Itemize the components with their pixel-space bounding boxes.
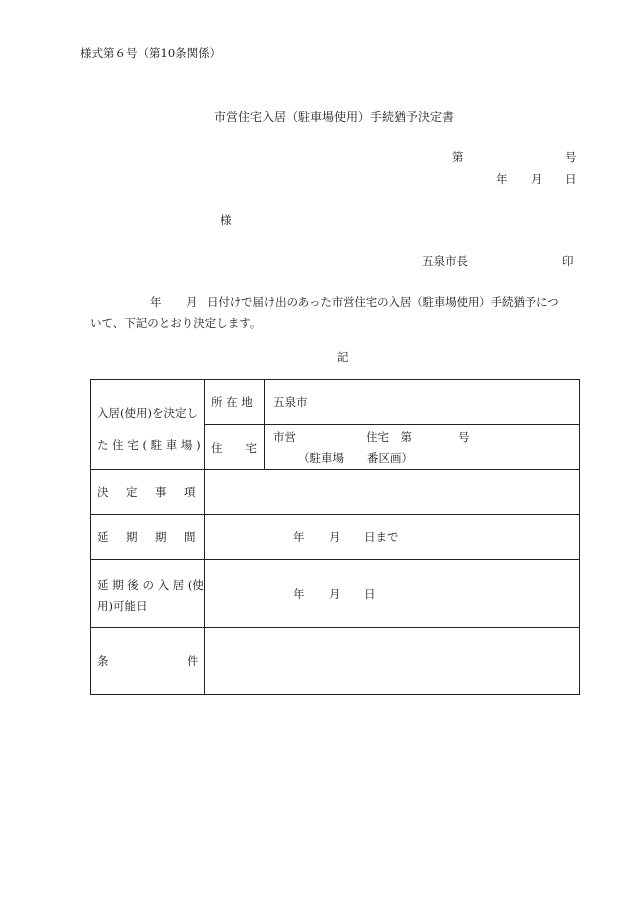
date-year: 年 <box>496 172 508 186</box>
housing-label-line-1: 入居(使用)を決定し <box>97 406 198 420</box>
table-row <box>91 515 580 560</box>
decision-value-cell <box>205 470 580 515</box>
conditions-label-2: 件 <box>187 654 199 668</box>
extension-month: 月 <box>329 530 341 544</box>
body-month: 月 <box>186 295 198 309</box>
addressee-suffix: 様 <box>220 213 232 227</box>
extension-value-cell <box>205 515 580 560</box>
table-row <box>91 380 580 425</box>
location-value-cell <box>265 380 580 425</box>
housing-label-line-2: た 住 宅 ( 駐 車 場 ) <box>97 438 201 452</box>
body-year: 年 <box>150 295 162 309</box>
location-value: 五泉市 <box>273 395 308 409</box>
housing-label-cell <box>91 380 205 470</box>
parking-section: （駐車場 番区画） <box>298 451 413 465</box>
extension-label-cell <box>91 515 205 560</box>
seal-mark: 印 <box>562 254 574 268</box>
location-label: 所 在 地 <box>211 395 253 409</box>
body-line-2: いて、下記のとおり決定します。 <box>90 316 262 330</box>
table-row <box>91 628 580 695</box>
page-title: 市営住宅入居（駐車場使用）手続猶予決定書 <box>214 110 455 124</box>
possible-date-label-line-2: 用)可能日 <box>97 599 148 613</box>
housing-type-label: 住 宅 <box>211 441 257 455</box>
body-line-1: 日付けで届け出のあった市営住宅の入居（駐車場使用）手続猶予につ <box>207 295 559 309</box>
possible-day: 日 <box>364 587 376 601</box>
possible-month: 月 <box>329 587 341 601</box>
date-day: 日 <box>565 172 577 186</box>
possible-date-label-cell <box>91 560 205 628</box>
housing-jutaku-number: 住宅 第 <box>366 430 412 444</box>
housing-detail-cell <box>265 425 580 470</box>
issuer: 五泉市長 <box>422 254 468 268</box>
decision-label-cell <box>91 470 205 515</box>
form-number: 様式第６号（第10条関係） <box>80 46 222 60</box>
possible-date-value-cell <box>205 560 580 628</box>
housing-type-label-cell <box>205 425 265 470</box>
table-row <box>91 560 580 628</box>
extension-day: 日まで <box>364 530 399 544</box>
possible-date-label-line-1: 延 期 後 の 入 居 (使 <box>97 578 204 592</box>
decision-table <box>90 379 580 695</box>
ki-heading: 記 <box>337 350 349 364</box>
doc-number-prefix: 第 <box>452 150 464 164</box>
conditions-label-cell <box>91 628 205 695</box>
doc-number-suffix: 号 <box>565 150 577 164</box>
conditions-value-cell <box>205 628 580 695</box>
housing-city: 市営 <box>273 430 296 444</box>
extension-label: 延 期 期 間 <box>97 530 199 544</box>
housing-go: 号 <box>458 430 470 444</box>
extension-year: 年 <box>293 530 305 544</box>
date-month: 月 <box>531 172 543 186</box>
decision-label: 決 定 事 項 <box>97 485 199 499</box>
conditions-label-1: 条 <box>97 654 109 668</box>
table-row <box>91 470 580 515</box>
location-label-cell <box>205 380 265 425</box>
possible-year: 年 <box>293 587 305 601</box>
